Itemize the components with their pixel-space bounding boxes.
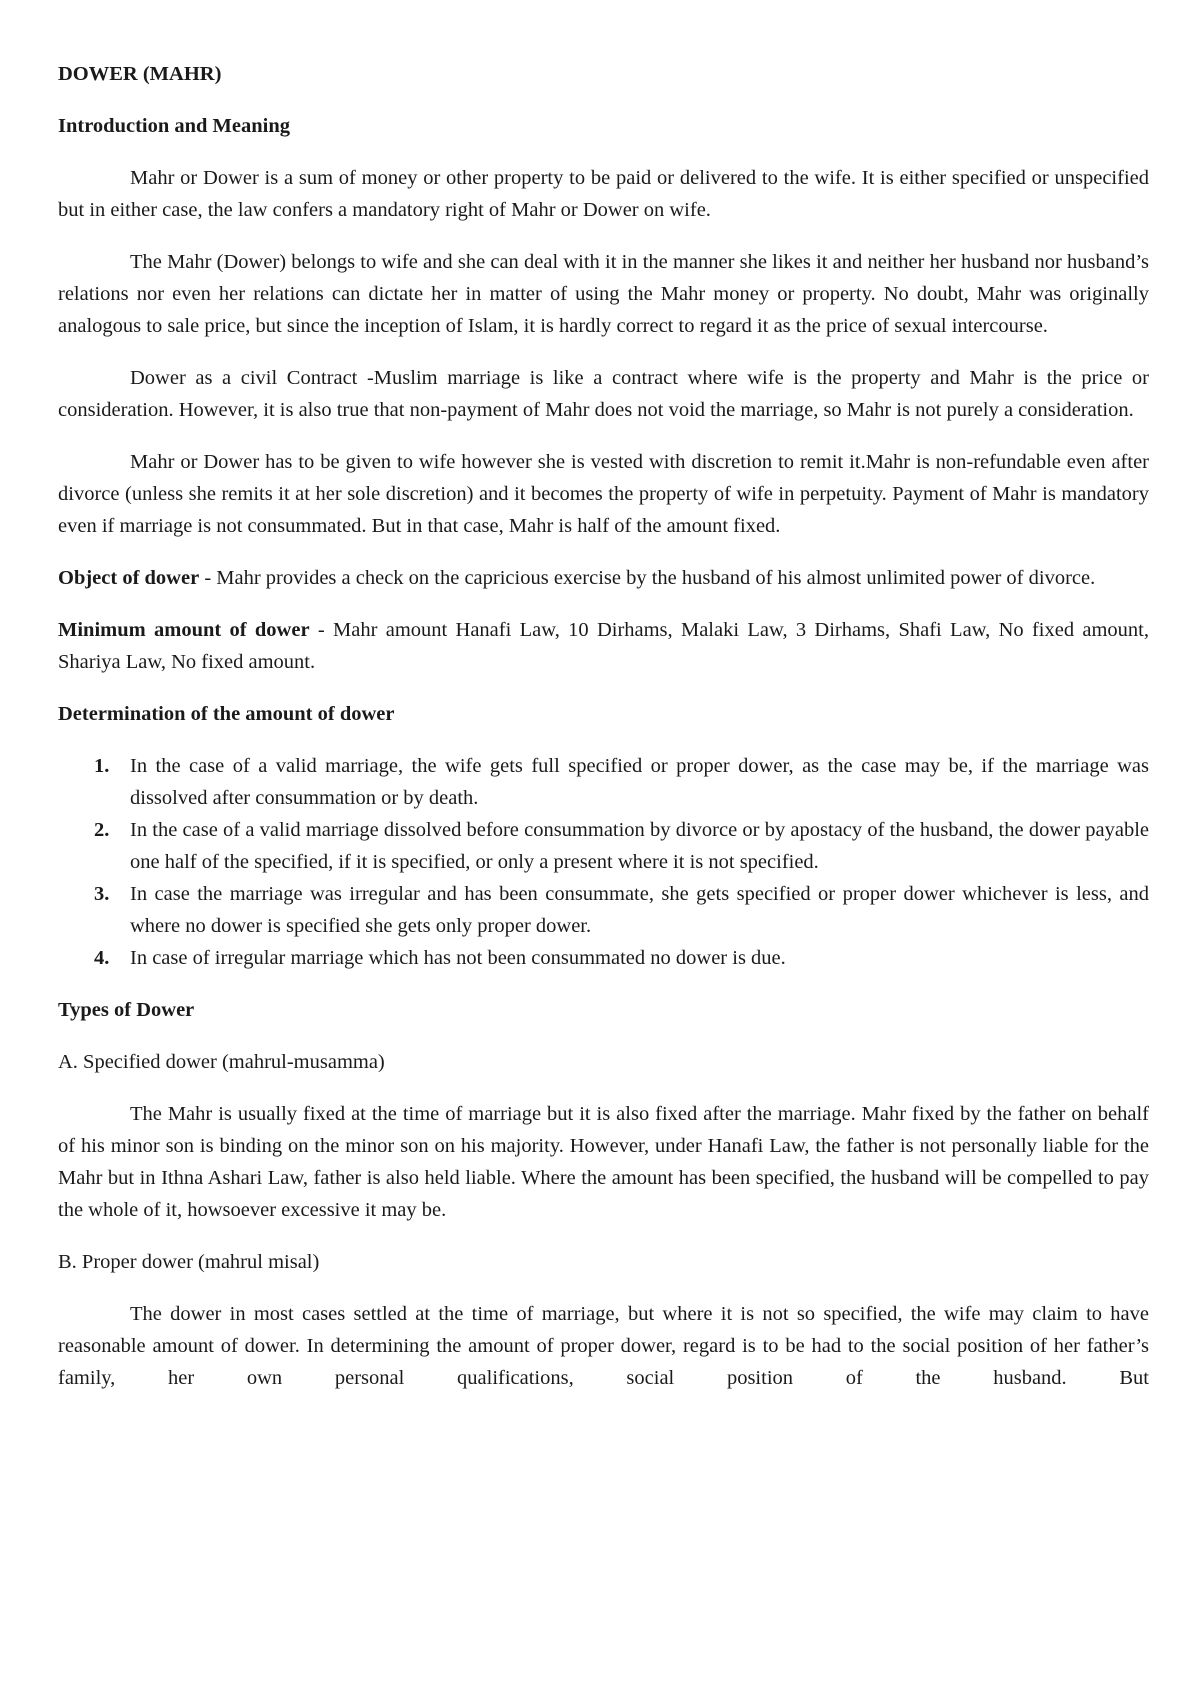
list-item-text: In the case of a valid marriage, the wife gets full specified or proper dower, as the case may be, if the marriage was dissolved after consummation or by death. [130, 755, 1149, 809]
document-title: DOWER (MAHR) [58, 63, 222, 85]
list-item [58, 750, 1149, 814]
object-of-dower-paragraph [58, 562, 1149, 594]
list-item [58, 814, 1149, 878]
list-item-text: In the case of a valid marriage dissolved before consummation by divorce or by apostacy of the husband, the dower payable one half of the specified, if it is specified, or only a present where it is not specified. [130, 819, 1149, 873]
intro-paragraph: Mahr or Dower has to be given to wife however she is vested with discretion to remit it.Mahr is non-refundable even after divorce (unless she remits it at her sole discretion) and it becomes the property of wife in perpetuity. Payment of Mahr is mandatory even if marriage is not consummated. But in that case, Mahr is half of the amount fixed. [58, 451, 1149, 537]
list-item-number: 1. [94, 755, 110, 777]
proper-dower-paragraph: The dower in most cases settled at the time of marriage, but where it is not so specified, the wife may claim to have reasonable amount of dower. In determining the amount of proper dower, regard is to be had to the social position of her father’s family, her own personal qualifications, social position of the husband. But [58, 1303, 1149, 1389]
determination-list [58, 750, 1149, 974]
list-item-number: 4. [94, 947, 110, 969]
intro-heading: Introduction and Meaning [58, 115, 291, 137]
object-of-dower-label: Object of dower [58, 567, 200, 589]
object-of-dower-text: - Mahr provides a check on the capricious exercise by the husband of his almost unlimited power of divorce. [199, 567, 1096, 589]
list-item [58, 878, 1149, 942]
specified-dower-heading: A. Specified dower (mahrul-musamma) [58, 1051, 385, 1073]
list-item-text: In case the marriage was irregular and has been consummate, she gets specified or proper dower whichever is less, and where no dower is specified she gets only proper dower. [130, 883, 1149, 937]
minimum-amount-label: Minimum amount of dower [58, 619, 310, 641]
intro-paragraph: The Mahr (Dower) belongs to wife and she can deal with it in the manner she likes it and neither her husband nor husband’s relations nor even her relations can dictate her in matter of using the Mahr money or property. No doubt, Mahr was originally analogous to sale price, but since the inception of Islam, it is hardly correct to regard it as the price of sexual intercourse. [58, 251, 1149, 337]
determination-heading: Determination of the amount of dower [58, 703, 395, 725]
specified-dower-paragraph: The Mahr is usually fixed at the time of marriage but it is also fixed after the marriage. Mahr fixed by the father on behalf of his minor son is binding on the minor son on his majority. However, under Hanafi Law, the father is not personally liable for the Mahr but in Ithna Ashari Law, father is also held liable. Where the amount has been specified, the husband will be compelled to pay the whole of it, howsoever excessive it may be. [58, 1103, 1149, 1221]
list-item [58, 942, 1149, 974]
types-heading: Types of Dower [58, 999, 195, 1021]
intro-paragraph: Mahr or Dower is a sum of money or other property to be paid or delivered to the wife. It is either specified or unspecified but in either case, the law confers a mandatory right of Mahr or Dower on wife. [58, 167, 1149, 221]
minimum-amount-text: - Mahr amount Hanafi Law, 10 Dirhams, Malaki Law, 3 Dirhams, Shafi Law, No fixed amount, Shariya Law, No fixed amount. [58, 619, 1149, 673]
list-item-number: 2. [94, 819, 110, 841]
proper-dower-heading: B. Proper dower (mahrul misal) [58, 1251, 320, 1273]
intro-paragraph: Dower as a civil Contract -Muslim marriage is like a contract where wife is the property and Mahr is the price or consideration. However, it is also true that non-payment of Mahr does not void the marriage, so Mahr is not purely a consideration. [58, 367, 1149, 421]
minimum-amount-paragraph [58, 614, 1149, 678]
document-page [58, 58, 1149, 1414]
list-item-text: In case of irregular marriage which has not been consummated no dower is due. [130, 947, 786, 969]
list-item-number: 3. [94, 883, 110, 905]
